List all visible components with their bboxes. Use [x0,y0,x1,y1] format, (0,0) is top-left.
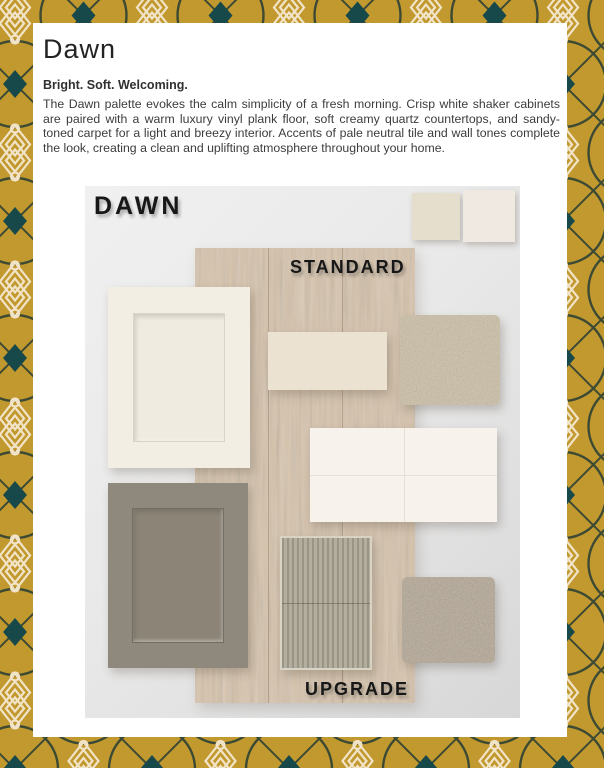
board-dawn-letters: DAWN [94,192,183,220]
door-recessed-panel [132,508,224,643]
sandy-carpet-sample [400,315,500,405]
fluted-accent-tile-sample [280,536,372,670]
mood-board-photo [85,186,520,718]
quartz-countertop-sample [268,332,387,390]
white-wall-tile-sample [310,428,497,522]
white-shaker-door-sample [108,287,250,468]
palette-tagline: Bright. Soft. Welcoming. [43,78,188,92]
tile-seam [310,475,497,476]
plank-seam [268,248,269,703]
gray-shaker-door-sample [108,483,248,668]
page-title: Dawn [43,34,117,64]
palette-description: The Dawn palette evokes the calm simplicity of a fresh morning. Crisp white shaker cabinets are paired with a warm luxury vinyl plank floor, soft creamy quartz countertops, and sandy-toned carpet for a light and breezy interior. Accents of pale neutral tile and wall tones complete the look, creating a clean and uplifting atmosphere throughout your home. [43,97,560,155]
board-upgrade-letters: UPGRADE [305,679,410,699]
content-card [33,23,567,737]
tile-seam [282,603,370,604]
taupe-carpet-sample [402,577,495,663]
quartz-chip-light [463,190,515,242]
door-recessed-panel [133,313,225,442]
board-standard-letters: STANDARD [290,257,406,277]
quartz-chip-warm [412,193,460,240]
